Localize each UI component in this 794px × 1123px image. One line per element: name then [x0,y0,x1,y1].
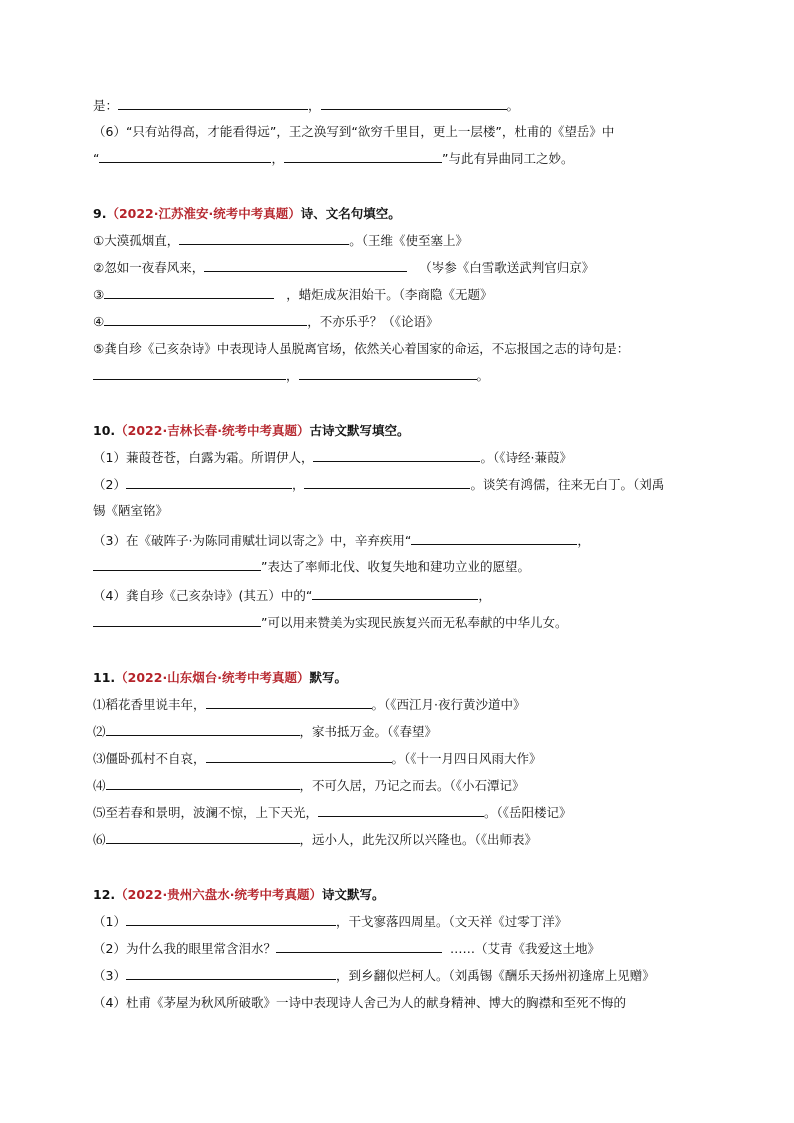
q10-heading: 10.（2022·吉林长春·统考中考真题）古诗文默写填空。 [93,423,410,438]
q12-source: （2022·贵州六盘水·统考中考真题） [115,887,322,902]
answer-blank[interactable] [126,912,336,926]
answer-blank[interactable] [118,96,308,110]
q9-item-4: ④ ，不亦乐乎？（《论语》 [93,314,439,329]
answer-blank[interactable] [206,695,372,709]
q11-item-5: ⑸至若春和景明，波澜不惊，上下天光， 。（《岳阳楼记》 [93,805,572,820]
q10-item-2: （2） ， 。谈笑有鸿儒，往来无白丁。（刘禹 [93,477,665,492]
q10-item-4-cont: ”可以用来赞美为实现民族复兴而无私奉献的中华儿女。 [93,613,698,633]
answer-blank[interactable] [106,830,300,844]
q9-item-2: ②忽如一夜春风来， （岑参《白雪歌送武判官归京》 [93,260,595,275]
answer-blank[interactable] [179,231,349,245]
answer-blank[interactable] [99,149,271,163]
answer-blank[interactable] [284,149,442,163]
q11-item-4: ⑷ ，不可久居，乃记之而去。（《小石潭记》 [93,778,525,793]
answer-blank[interactable] [304,475,470,489]
q10-item-2-cont: 锡《陋室铭》 [93,503,169,518]
answer-blank[interactable] [93,613,261,627]
q9-source: （2022·江苏淮安·统考中考真题） [106,206,301,221]
q10-source: （2022·吉林长春·统考中考真题） [115,423,310,438]
q9-item-3: ③ ，蜡炬成灰泪始干。（李商隐《无题》 [93,287,493,302]
q12-heading: 12.（2022·贵州六盘水·统考中考真题）诗文默写。 [93,887,385,902]
answer-blank[interactable] [126,475,292,489]
answer-blank[interactable] [93,366,286,380]
answer-blank[interactable] [312,586,478,600]
q12-item-1: （1） ，干戈寥落四周星。（文天祥《过零丁洋》 [93,914,568,929]
q8-line-3: “ ， ”与此有异曲同工之妙。 [93,151,574,166]
q8-item-6: （6）“只有站得高，才能看得远”，王之涣写到“欲穷千里目，更上一层楼”，杜甫的《望岳》中 [93,124,615,139]
answer-blank[interactable] [206,749,392,763]
answer-blank[interactable] [276,939,442,953]
answer-blank[interactable] [313,448,480,462]
q11-source: （2022·山东烟台·统考中考真题） [115,670,310,685]
answer-blank[interactable] [318,803,484,817]
answer-blank[interactable] [126,966,336,980]
q10-item-1: （1）蒹葭苍苍，白露为霜。所谓伊人， 。（《诗经·蒹葭》 [93,450,572,465]
answer-blank[interactable] [106,722,300,736]
q9-item-1: ①大漠孤烟直， 。（王维《使至塞上》 [93,233,468,248]
q9-item-5-answer: ， 。 [93,366,698,386]
q12-item-4: （4）杜甫《茅屋为秋风所破歌》一诗中表现诗人舍己为人的献身精神、博大的胸襟和至死不悔的 [93,995,626,1010]
q11-item-1: ⑴稻花香里说丰年， 。（《西江月·夜行黄沙道中》 [93,697,526,712]
q10-item-3-cont: ”表达了率师北伐、收复失地和建功立业的愿望。 [93,557,698,577]
q9-item-5: ⑤龚自珍《己亥杂诗》中表现诗人虽脱离官场，依然关心着国家的命运，不忘报国之志的诗句是： [93,341,630,356]
answer-blank[interactable] [299,366,477,380]
q9-heading: 9.（2022·江苏淮安·统考中考真题）诗、文名句填空。 [93,206,401,221]
q8-line-1: 是： ， 。 [93,98,520,113]
answer-blank[interactable] [321,96,507,110]
answer-blank[interactable] [411,531,577,545]
q10-item-4: （4）龚自珍《己亥杂诗》(其五）中的“ ， [93,588,491,603]
q11-item-3: ⑶僵卧孤村不自哀， 。（《十一月四日风雨大作》 [93,751,542,766]
answer-blank[interactable] [204,258,407,272]
q11-heading: 11.（2022·山东烟台·统考中考真题）默写。 [93,670,347,685]
q11-item-2: ⑵ ，家书抵万金。（《春望》 [93,724,438,739]
answer-blank[interactable] [93,557,261,571]
q12-item-3: （3） ，到乡翻似烂柯人。（刘禹锡《酬乐天扬州初逢席上见赠》 [93,968,655,983]
q10-item-3: （3）在《破阵子·为陈同甫赋壮词以寄之》中，辛弃疾用“ ， [93,533,590,548]
answer-blank[interactable] [104,285,274,299]
answer-blank[interactable] [106,776,300,790]
q11-item-6: ⑹ ，远小人，此先汉所以兴隆也。（《出师表》 [93,832,538,847]
answer-blank[interactable] [104,312,307,326]
q8-prefix: 是： [93,98,119,113]
q12-item-2: （2）为什么我的眼里常含泪水？ ……（艾青《我爱这土地》 [93,941,600,956]
